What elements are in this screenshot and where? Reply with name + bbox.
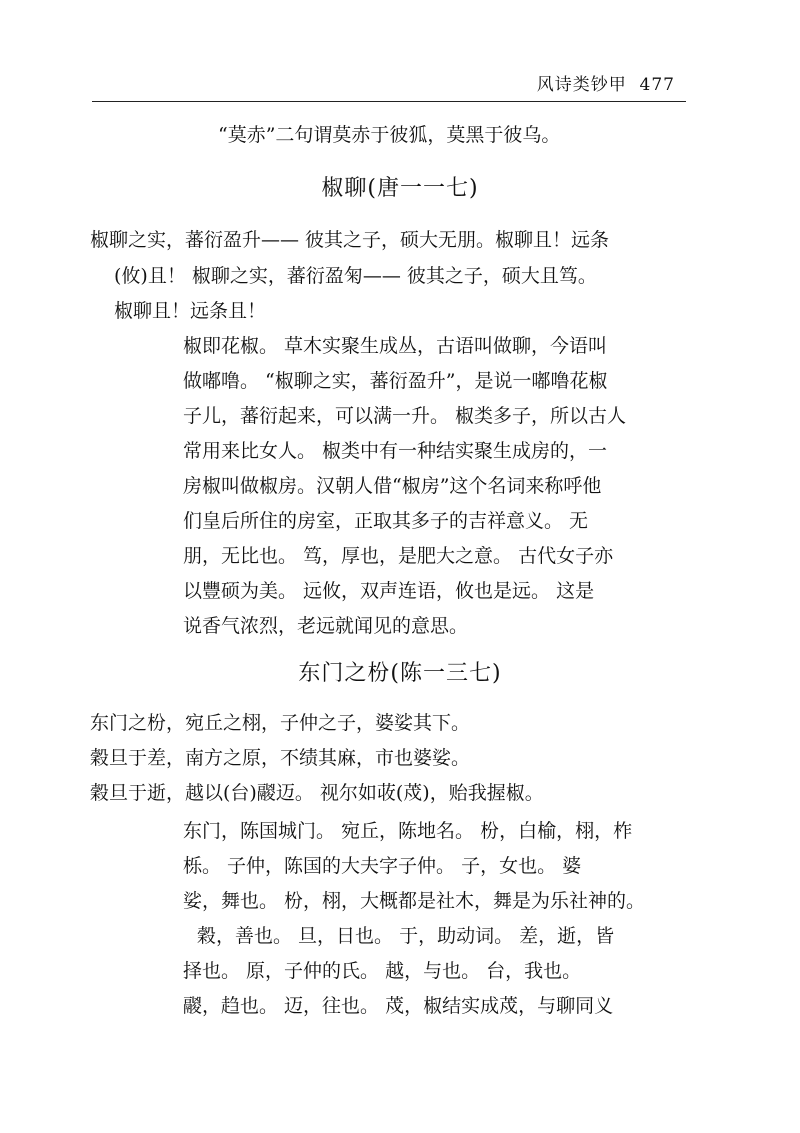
page-number: 477 [639,75,675,95]
poem2-note-5: 择也。 原，子仲的氏。 越，与也。 台，我也。 [183,960,582,982]
poem1-note-3: 子儿，蕃衍起来，可以满一升。 椒类多子，所以古人 [183,405,627,427]
note-top: “莫赤”二句谓莫赤于彼狐，莫黑于彼乌。 [218,124,561,146]
poem2-line-2: 穀旦于差，南方之原，不绩其麻，市也婆娑。 [90,747,471,769]
header-rule [92,101,686,102]
poem1-note-4: 常用来比女人。 椒类中有一种结实聚生成房的，一 [183,440,608,462]
running-head [537,70,675,95]
poem2-note-4: 穀，善也。 旦，日也。 于，助动词。 差，逝，皆 [197,925,615,947]
poem1-note-8: 以豐硕为美。 远攸，双声连语，攸也是远。 这是 [183,580,595,602]
poem2-note-3: 娑，舞也。 枌，栩，大概都是社木，舞是为乐社神的。 [183,890,646,912]
poem1-note-7: 朋，无比也。 笃，厚也，是肥大之意。 古代女子亦 [183,545,614,567]
poem2-note-6: 鬷，趋也。 迈，往也。 荗，椒结实成荗，与聊同义 [183,995,614,1017]
poem2-line-1: 东门之枌，宛丘之栩，子仲之子，婆娑其下。 [90,712,471,734]
poem1-note-9: 说香气浓烈，老远就闻见的意思。 [183,615,469,637]
poem1-line-3: 椒聊且！远条且！ [114,300,267,322]
poem1-note-2: 做嘟噜。 “椒聊之实，蕃衍盈升”，是说一嘟噜花椒 [183,370,608,392]
poem1-note-5: 房椒叫做椒房。汉朝人借“椒房”这个名词来称呼他 [183,475,602,497]
poem2-title: 东门之枌(陈一三七) [298,661,502,686]
running-title: 风诗类钞甲 [536,75,627,95]
page-header [0,70,800,100]
poem1-title: 椒聊(唐一一七) [321,176,479,201]
poem1-line-2: (攸)且！ 椒聊之实，蕃衍盈匊—— 彼其之子，硕大且笃。 [114,265,597,287]
poem1-line-1: 椒聊之实，蕃衍盈升—— 彼其之子，硕大无朋。椒聊且！远条 [90,229,610,251]
poem2-line-3: 穀旦于逝，越以(台)鬷迈。 视尔如荍(荗)，贻我握椒。 [90,782,544,804]
poem1-note-1: 椒即花椒。 草木实聚生成丛，古语叫做聊，今语叫 [183,335,608,357]
poem2-note-1: 东门，陈国城门。 宛丘，陈地名。 枌，白榆，栩，柞 [183,820,633,842]
poem1-note-6: 们皇后所住的房室，正取其多子的吉祥意义。 无 [183,510,589,532]
poem2-note-2: 栎。 子仲，陈国的大夫字子仲。 子，女也。 婆 [183,855,582,877]
